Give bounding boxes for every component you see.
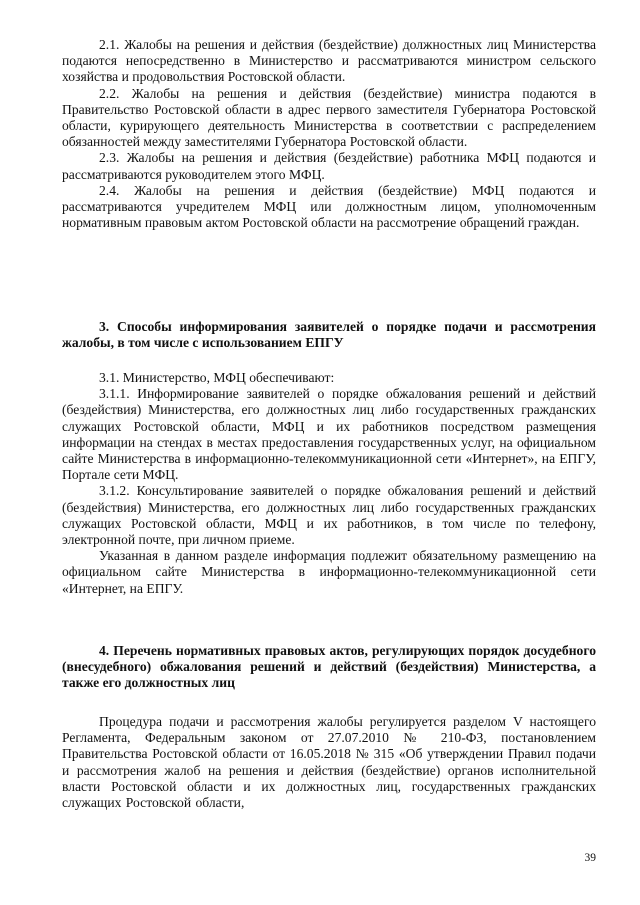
paragraph-2-2: 2.2. Жалобы на решения и действия (бездействие) министра подаются в Правительство Ростовской области в адрес первого заместителя Губернатора Ростовской области, курирующего деятельность Министерства в соответствии с распределением обязанностей между заместителями Губернатора Ростовской области. bbox=[62, 85, 596, 150]
paragraph-3-note: Указанная в данном разделе информация подлежит обязательному размещению на официальном сайте Министерства в информационно-телекоммуникационной сети «Интернет, на ЕПГУ. bbox=[62, 548, 596, 596]
paragraph-3-1-1: 3.1.1. Информирование заявителей о порядке обжалования решений и действий (бездействия) Министерства, его должностных лиц либо государственных гражданских служащих Ростовской области, МФЦ и их работников посредством размещения информации на стендах в местах предоставления государственных услуг, на официальном сайте Министерства в информационно-телекоммуникационной сети «Интернет», на ЕПГУ, Портале сети МФЦ. bbox=[62, 386, 596, 483]
section-3 bbox=[62, 319, 596, 351]
section-3-paragraphs bbox=[62, 370, 596, 597]
section-4-heading: 4. Перечень нормативных правовых актов, регулирующих порядок досудебного (внесудебного) обжалования решений и действий (бездействия) Министерства, а также его должностных лиц bbox=[62, 643, 596, 691]
section-4-paragraphs bbox=[62, 714, 596, 811]
section-3-heading: 3. Способы информирования заявителей о порядке подачи и рассмотрения жалобы, в том числе с использованием ЕПГУ bbox=[62, 319, 596, 351]
paragraph-3-1: 3.1. Министерство, МФЦ обеспечивают: bbox=[99, 370, 335, 385]
section-2-paragraphs bbox=[62, 37, 596, 231]
paragraph-3-1-2: 3.1.2. Консультирование заявителей о порядке обжалования решений и действий (бездействия) Министерства, его должностных лиц либо государственных гражданских служащих Ростовской области, МФЦ и их работников, в том числе по телефону, электронной почте, при личном приеме. bbox=[62, 483, 596, 548]
paragraph-2-4: 2.4. Жалобы на решения и действия (бездействие) МФЦ подаются и рассматриваются учредителем МФЦ или должностным лицом, уполномоченным нормативным правовым актом Ростовской области на рассмотрение обращений граждан. bbox=[62, 182, 596, 231]
paragraph-2-3: 2.3. Жалобы на решения и действия (бездействие) работника МФЦ подаются и рассматриваются руководителем этого МФЦ. bbox=[62, 150, 596, 182]
paragraph-4: Процедура подачи и рассмотрения жалобы регулируется разделом V настоящего Регламента, Федеральным законом от 27.07.2010 № 210-ФЗ, постановлением Правительства Ростовской области от 16.05.2018 № 315 «Об утверждении Правил подачи и рассмотрения жалоб на решения и действия (бездействие) органов исполнительной власти Ростовской области и их должностных лиц, государственных гражданских служащих Ростовской области, bbox=[62, 714, 596, 811]
paragraph-2-1: 2.1. Жалобы на решения и действия (бездействие) должностных лиц Министерства подаются непосредственно в Министерство и рассматриваются министром сельского хозяйства и продовольствия Ростовской области. bbox=[62, 37, 596, 85]
page-number: 39 bbox=[584, 852, 596, 864]
section-4 bbox=[62, 643, 596, 692]
